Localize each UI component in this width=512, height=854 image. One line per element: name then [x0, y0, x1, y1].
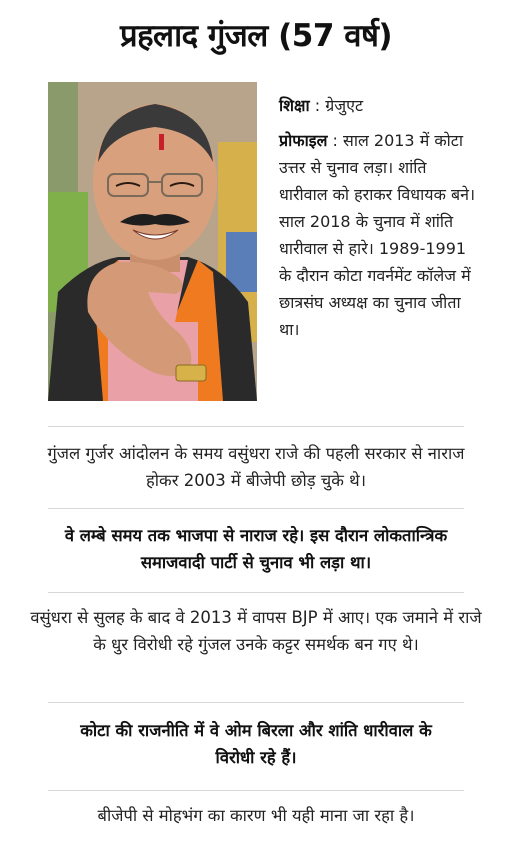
- bio-box: [279, 92, 479, 343]
- divider: [48, 508, 464, 509]
- divider: [48, 592, 464, 593]
- divider: [48, 702, 464, 703]
- page-title: प्रहलाद गुंजल (57 वर्ष): [119, 18, 393, 54]
- paragraph-2: वे लम्बे समय तक भाजपा से नाराज रहे। इस दौरान लोकतान्त्रिक समाजवादी पार्टी से चुनाव भी लड़ा था।: [64, 526, 448, 572]
- profile-text: : साल 2013 में कोटा उत्तर से चुनाव लड़ा। शांति धारीवाल को हराकर विधायक बने। साल 2018 के चुनाव में शांति धारीवाल से हारे। 1989-1991 के दौरान कोटा गवर्नमेंट कॉलेज में छात्रसंघ अध्यक्ष का चुनाव जीता था।: [279, 131, 476, 339]
- paragraph-1: गुंजल गुर्जर आंदोलन के समय वसुंधरा राजे की पहली सरकार से नाराज होकर 2003 में बीजेपी छोड़ चुके थे।: [47, 444, 465, 490]
- divider: [48, 426, 464, 427]
- profile-row: [279, 127, 479, 343]
- profile-label: प्रोफाइल: [279, 131, 328, 150]
- paragraph-3: वसुंधरा से सुलह के बाद वे 2013 में वापस BJP में आए। एक जमाने में राजे के धुर विरोधी रहे गुंजल उनके कट्टर समर्थक बन गए थे।: [30, 608, 482, 654]
- education-label: शिक्षा: [279, 96, 310, 115]
- education-value: : ग्रेजुएट: [309, 96, 364, 115]
- divider: [48, 790, 464, 791]
- education-row: [279, 92, 479, 119]
- paragraph-5: बीजेपी से मोहभंग का कारण भी यही माना जा रहा है।: [97, 806, 415, 825]
- portrait-photo: [48, 82, 257, 401]
- paragraph-4: कोटा की राजनीति में वे ओम बिरला और शांति धारीवाल के विरोधी रहे हैं।: [80, 721, 432, 767]
